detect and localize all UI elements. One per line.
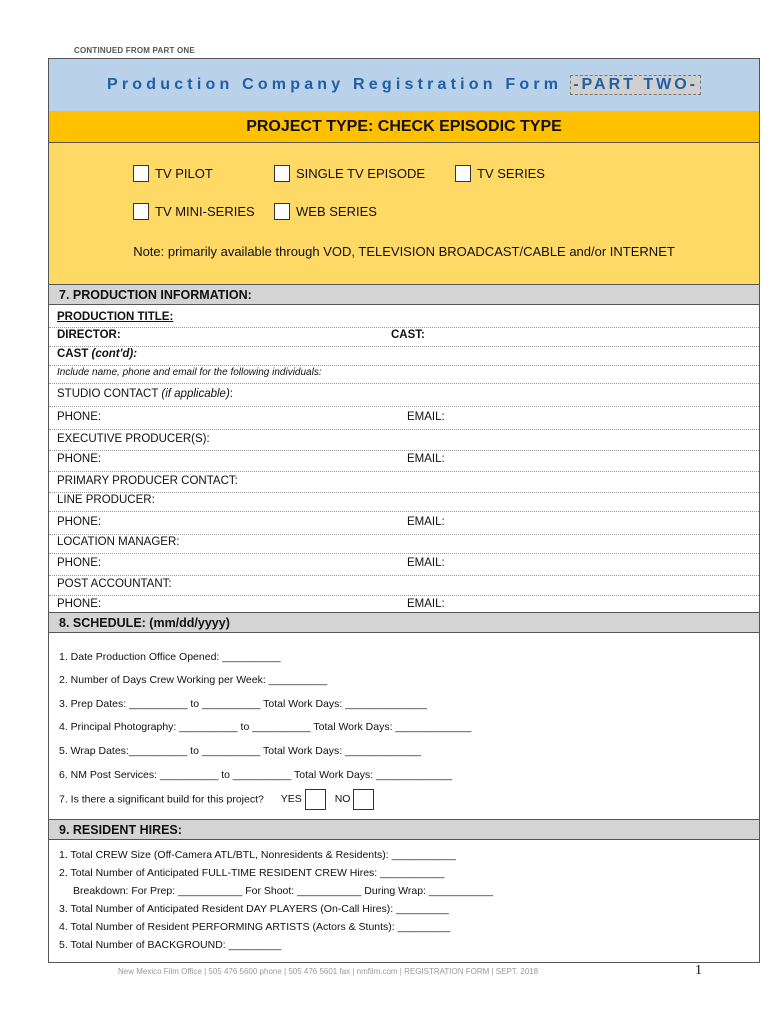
- exec-phone-email-row[interactable]: [49, 453, 759, 472]
- resident-item-3[interactable]: 3. Total Number of Anticipated Resident DAY PLAYERS (On-Call Hires): _________: [59, 903, 449, 915]
- include-note: [49, 367, 759, 384]
- checkbox-tv-mini-series[interactable]: [133, 203, 255, 220]
- checkbox-single-tv-episode[interactable]: [274, 165, 425, 182]
- schedule-item-7: [59, 789, 376, 810]
- schedule-item-2[interactable]: 2. Number of Days Crew Working per Week: __________: [59, 674, 328, 686]
- resident-breakdown[interactable]: Breakdown: For Prep: ___________ For Shoot: ___________ During Wrap: ___________: [73, 885, 494, 897]
- line-phone-email-row[interactable]: [49, 516, 759, 535]
- executive-producers-field[interactable]: [49, 433, 759, 451]
- schedule-item-3[interactable]: 3. Prep Dates: __________ to __________ Total Work Days: ______________: [59, 698, 427, 710]
- checkbox-tv-pilot[interactable]: [133, 165, 213, 182]
- checkbox-box[interactable]: [133, 165, 149, 182]
- schedule-item-5[interactable]: 5. Wrap Dates:__________ to __________ Total Work Days: _____________: [59, 745, 421, 757]
- page-footer: New Mexico Film Office | 505 476 5600 phone | 505 476 5601 fax | nmfilm.com | REGISTRATION FORM | SEPT. 2018: [118, 967, 539, 976]
- resident-item-5[interactable]: 5. Total Number of BACKGROUND: _________: [59, 939, 282, 951]
- form-title: Production Company Registration Form: [106, 76, 563, 93]
- yes-label: YES: [280, 793, 302, 806]
- part-two-label: -PART TWO-: [570, 75, 701, 95]
- post-accountant-label: POST ACCOUNTANT:: [57, 578, 172, 590]
- location-manager-label: LOCATION MANAGER:: [57, 536, 180, 548]
- continued-note: CONTINUED FROM PART ONE: [74, 46, 195, 55]
- post-accountant-field[interactable]: [49, 578, 759, 596]
- email-label: EMAIL:: [407, 453, 445, 465]
- checkbox-label: WEB SERIES: [296, 204, 377, 219]
- checkbox-box[interactable]: [133, 203, 149, 220]
- director-cast-row[interactable]: [49, 329, 759, 347]
- primary-producer-field[interactable]: [49, 475, 759, 493]
- phone-label: PHONE:: [57, 598, 102, 610]
- phone-label: PHONE:: [57, 557, 102, 569]
- studio-contact-label: STUDIO CONTACT: [57, 388, 159, 400]
- checkbox-box[interactable]: [274, 165, 290, 182]
- episodic-type-panel: [49, 143, 759, 285]
- line-producer-field[interactable]: [49, 494, 759, 512]
- cast-contd-label: CAST: [57, 348, 89, 360]
- production-title-label: PRODUCTION TITLE:: [57, 311, 174, 323]
- director-label: DIRECTOR:: [57, 329, 121, 341]
- checkbox-label: TV PILOT: [155, 166, 213, 181]
- section-7-heading: 7. PRODUCTION INFORMATION:: [49, 284, 759, 305]
- email-label: EMAIL:: [407, 557, 445, 569]
- primary-producer-label: PRIMARY PRODUCER CONTACT:: [57, 475, 238, 487]
- cast-contd-suffix: (cont'd):: [91, 348, 138, 360]
- yes-checkbox[interactable]: [305, 789, 326, 810]
- no-label: NO: [334, 793, 351, 806]
- studio-colon: :: [229, 388, 233, 400]
- resident-item-4[interactable]: 4. Total Number of Resident PERFORMING ARTISTS (Actors & Stunts): _________: [59, 921, 451, 933]
- checkbox-box[interactable]: [274, 203, 290, 220]
- episodic-note: Note: primarily available through VOD, TELEVISION BROADCAST/CABLE and/or INTERNET: [133, 244, 675, 259]
- phone-label: PHONE:: [57, 516, 102, 528]
- section-8-heading: 8. SCHEDULE: (mm/dd/yyyy): [49, 612, 759, 633]
- email-label: EMAIL:: [407, 411, 445, 423]
- page-number: 1: [695, 963, 702, 978]
- location-manager-field[interactable]: [49, 536, 759, 554]
- studio-phone-email-row[interactable]: [49, 411, 759, 430]
- form-title-bar: [49, 59, 759, 112]
- resident-item-1[interactable]: 1. Total CREW Size (Off-Camera ATL/BTL, Nonresidents & Residents): ___________: [59, 849, 456, 861]
- checkbox-web-series[interactable]: [274, 203, 377, 220]
- email-label: EMAIL:: [407, 516, 445, 528]
- phone-label: PHONE:: [57, 411, 102, 423]
- email-label: EMAIL:: [407, 598, 445, 610]
- post-phone-email-row[interactable]: [49, 598, 759, 612]
- executive-producers-label: EXECUTIVE PRODUCER(S):: [57, 433, 210, 445]
- checkbox-box[interactable]: [455, 165, 471, 182]
- no-checkbox[interactable]: [353, 789, 374, 810]
- location-phone-email-row[interactable]: [49, 557, 759, 576]
- include-note-text: Include name, phone and email for the following individuals:: [57, 367, 322, 378]
- form-frame: [48, 58, 760, 963]
- if-applicable-label: (if applicable): [161, 388, 230, 400]
- schedule-item-4[interactable]: 4. Principal Photography: __________ to __________ Total Work Days: _____________: [59, 721, 472, 733]
- schedule-item-1[interactable]: 1. Date Production Office Opened: __________: [59, 651, 281, 663]
- cast-label: CAST:: [391, 329, 425, 341]
- significant-build-question: 7. Is there a significant build for this project?: [59, 793, 264, 806]
- production-title-field[interactable]: [49, 311, 759, 328]
- checkbox-label: SINGLE TV EPISODE: [296, 166, 426, 181]
- studio-contact-field[interactable]: [49, 388, 759, 407]
- section-9-heading: 9. RESIDENT HIRES:: [49, 819, 759, 840]
- line-producer-label: LINE PRODUCER:: [57, 494, 155, 506]
- resident-item-2[interactable]: 2. Total Number of Anticipated FULL-TIME RESIDENT CREW Hires: ___________: [59, 867, 445, 879]
- checkbox-label: TV MINI-SERIES: [155, 204, 255, 219]
- phone-label: PHONE:: [57, 453, 102, 465]
- schedule-item-6[interactable]: 6. NM Post Services: __________ to __________ Total Work Days: _____________: [59, 769, 453, 781]
- checkbox-label: TV SERIES: [477, 166, 545, 181]
- project-type-heading: PROJECT TYPE: CHECK EPISODIC TYPE: [49, 111, 759, 143]
- checkbox-tv-series[interactable]: [455, 165, 545, 182]
- cast-contd-field[interactable]: [49, 348, 759, 366]
